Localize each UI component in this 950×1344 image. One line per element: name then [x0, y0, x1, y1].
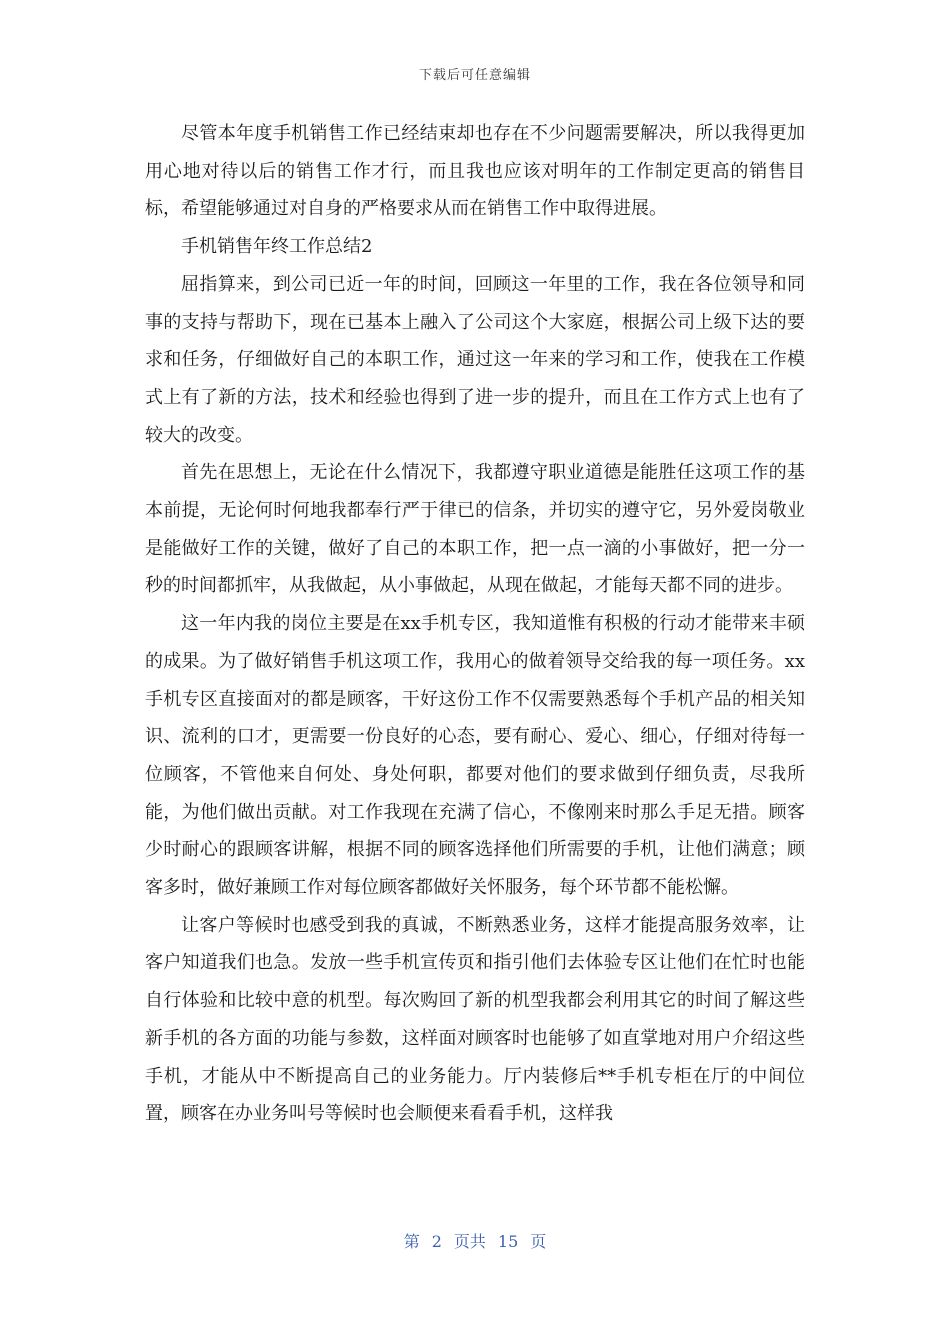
footer-suffix: 页 [530, 1232, 547, 1251]
paragraph-intro: 尽管本年度手机销售工作已经结束却也存在不少问题需要解决，所以我得更加用心地对待以后的销售工作才行，而且我也应该对明年的工作制定更高的销售目标，希望能够通过对自身的严格要求从而在销售工作中取得进展。 [145, 123, 805, 220]
page-header: 下载后可任意编辑 [418, 68, 531, 83]
footer-prefix: 第 [403, 1232, 420, 1251]
footer-total-pages: 15 [497, 1232, 519, 1251]
paragraph-review: 屈指算来，到公司已近一年的时间，回顾这一年里的工作，我在各位领导和同事的支持与帮助下，现在已基本上融入了公司这个大家庭，根据公司上级下达的要求和任务，仔细做好自己的本职工作，通过这一年来的学习和工作，使我在工作模式上有了新的方法，技术和经验也得到了进一步的提升，而且在工作方式上也有了较大的改变。 [145, 273, 805, 446]
page-footer [0, 1229, 950, 1252]
paragraph-ideology: 首先在思想上，无论在什么情况下，我都遵守职业道德是能胜任这项工作的基本前提，无论何时何地我都奉行严于律已的信条，并切实的遵守它，另外爱岗敬业是能做好工作的关键，做好了自己的本职工作，把一点一滴的小事做好，把一分一秒的时间都抓牢，从我做起，从小事做起，从现在做起，才能每天都不同的进步。 [145, 462, 805, 597]
section-heading: 手机销售年终工作总结2 [181, 236, 373, 258]
paragraph-customer: 让客户等候时也感受到我的真诚，不断熟悉业务，这样才能提高服务效率，让客户知道我们也急。发放一些手机宣传页和指引他们去体验专区让他们在忙时也能自行体验和比较中意的机型。每次购回了新的机型我都会利用其它的时间了解这些新手机的各方面的功能与参数，这样面对顾客时也能够了如直掌地对用户介绍这些手机，才能从中不断提高自己的业务能力。厅内装修后**手机专柜在厅的中间位置，顾客在办业务叫号等候时也会顺便来看看手机，这样我 [145, 914, 805, 1125]
footer-middle: 页共 [453, 1232, 486, 1251]
paragraph-position: 这一年内我的岗位主要是在xx手机专区，我知道惟有积极的行动才能带来丰硕的成果。为了做好销售手机这项工作，我用心的做着领导交给我的每一项任务。xx手机专区直接面对的都是顾客，干好这份工作不仅需要熟悉每个手机产品的相关知识、流利的口才，更需要一份良好的心态，要有耐心、爱心、细心，仔细对待每一位顾客，不管他来自何处、身处何职，都要对他们的要求做到仔细负责，尽我所能，为他们做出贡献。对工作我现在充满了信心，不像刚来时那么手足无措。顾客少时耐心的跟顾客讲解，根据不同的顾客选择他们所需要的手机，让他们满意；顾客多时，做好兼顾工作对每位顾客都做好关怀服务，每个环节都不能松懈。 [145, 613, 805, 899]
document-body [145, 115, 805, 1133]
footer-current-page: 2 [431, 1232, 442, 1251]
